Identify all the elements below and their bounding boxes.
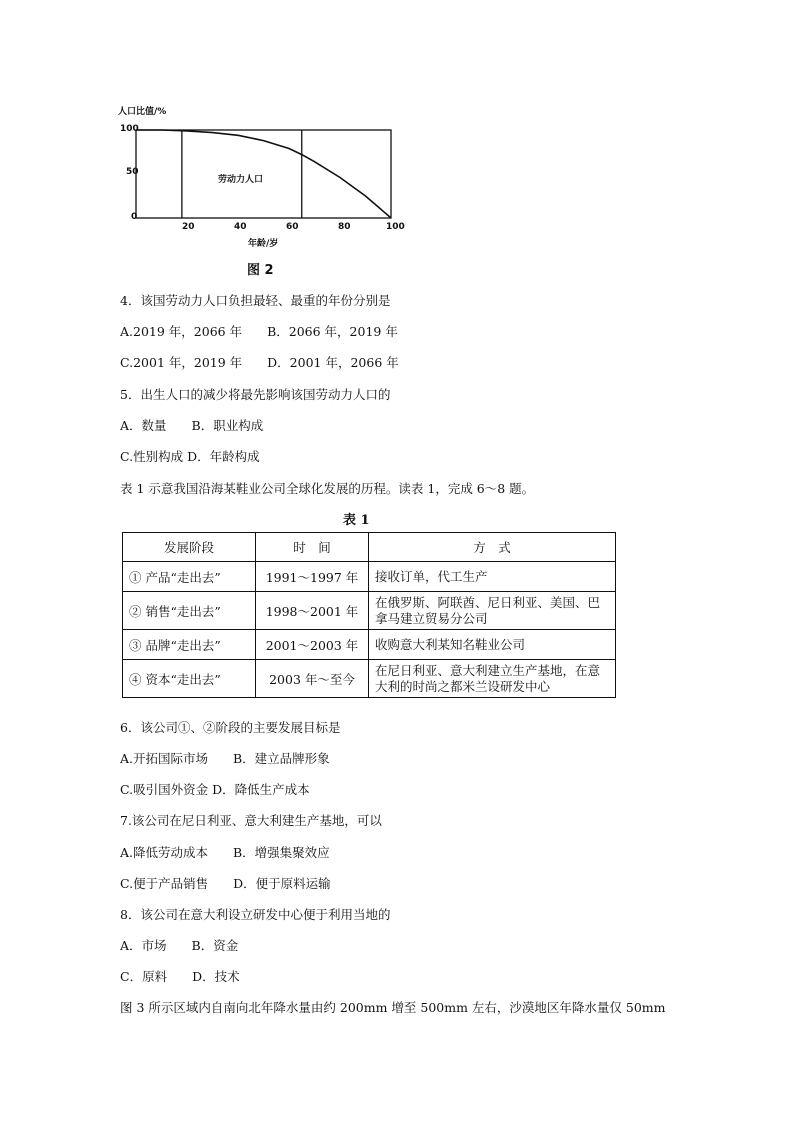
row-time: 2001～2003 年 xyxy=(256,630,369,660)
q8-options-ab: A．市场 B．资金 xyxy=(120,938,239,953)
q5-stem: 5．出生人口的减少将最先影响该国劳动力人口的 xyxy=(120,387,391,402)
y-tick-0: 0 xyxy=(131,212,138,222)
q5-options-cd: C.性别构成 D．年龄构成 xyxy=(120,449,260,464)
row-stage: ② 销售“走出去” xyxy=(123,592,256,630)
figure2-chart xyxy=(116,104,416,249)
q6-options-cd: C.吸引国外资金 D．降低生产成本 xyxy=(120,782,310,797)
table1-caption: 表 1 xyxy=(343,513,370,528)
q4-options-cd: C.2001 年，2019 年 D．2001 年，2066 年 xyxy=(120,355,399,370)
q4-options-ab: A.2019 年，2066 年 B．2066 年，2019 年 xyxy=(120,324,398,339)
chart-plot xyxy=(116,104,416,244)
row-mode: 在尼日利亚、意大利建立生产基地，在意大利的时尚之都米兰设研发中心 xyxy=(369,660,616,698)
y-tick-50: 50 xyxy=(126,167,139,177)
header-mode: 方 式 xyxy=(369,533,616,562)
row-time: 2003 年～至今 xyxy=(256,660,369,698)
row-mode: 收购意大利某知名鞋业公司 xyxy=(369,630,616,660)
q4-stem: 4．该国劳动力人口负担最轻、最重的年份分别是 xyxy=(120,293,391,308)
q6-options-ab: A.开拓国际市场 B．建立品牌形象 xyxy=(120,751,330,766)
row-stage: ① 产品“走出去” xyxy=(123,562,256,592)
q5-options-ab: A．数量 B．职业构成 xyxy=(120,418,264,433)
table-row xyxy=(123,592,616,630)
x-axis-label: 年龄/岁 xyxy=(248,239,279,249)
table-row xyxy=(123,630,616,660)
q7-options-cd: C.便于产品销售 D．便于原料运输 xyxy=(120,876,331,891)
table-intro: 表 1 示意我国沿海某鞋业公司全球化发展的历程。读表 1，完成 6～8 题。 xyxy=(120,481,535,496)
table-header-row xyxy=(123,533,616,562)
y-axis-label: 人口比值/% xyxy=(118,107,167,117)
labor-force-annotation: 劳动力人口 xyxy=(218,175,264,185)
row-stage: ③ 品牌“走出去” xyxy=(123,630,256,660)
row-time: 1998～2001 年 xyxy=(256,592,369,630)
figure3-intro: 图 3 所示区域内自南向北年降水量由约 200mm 增至 500mm 左右，沙漠地区年降水量仅 50mm xyxy=(120,1000,666,1015)
table-row xyxy=(123,660,616,698)
x-tick-80: 80 xyxy=(338,222,351,232)
x-tick-60: 60 xyxy=(286,222,299,232)
q7-stem: 7.该公司在尼日利亚、意大利建生产基地，可以 xyxy=(120,813,382,828)
q8-stem: 8．该公司在意大利设立研发中心便于利用当地的 xyxy=(120,907,391,922)
x-tick-40: 40 xyxy=(234,222,247,232)
q8-options-cd: C．原料 D．技术 xyxy=(120,969,240,984)
q6-stem: 6．该公司①、②阶段的主要发展目标是 xyxy=(120,720,341,735)
row-stage: ④ 资本“走出去” xyxy=(123,660,256,698)
x-tick-20: 20 xyxy=(182,222,195,232)
plot-frame xyxy=(136,130,391,218)
y-tick-100: 100 xyxy=(120,124,139,134)
table-row xyxy=(123,562,616,592)
header-stage: 发展阶段 xyxy=(123,533,256,562)
x-tick-100: 100 xyxy=(386,222,405,232)
header-time: 时 间 xyxy=(256,533,369,562)
q7-options-ab: A.降低劳动成本 B．增强集聚效应 xyxy=(120,845,330,860)
survival-curve xyxy=(136,130,391,218)
row-time: 1991～1997 年 xyxy=(256,562,369,592)
table1 xyxy=(122,532,616,698)
row-mode: 在俄罗斯、阿联酋、尼日利亚、美国、巴拿马建立贸易分公司 xyxy=(369,592,616,630)
figure2-caption: 图 2 xyxy=(247,263,274,278)
row-mode: 接收订单，代工生产 xyxy=(369,562,616,592)
